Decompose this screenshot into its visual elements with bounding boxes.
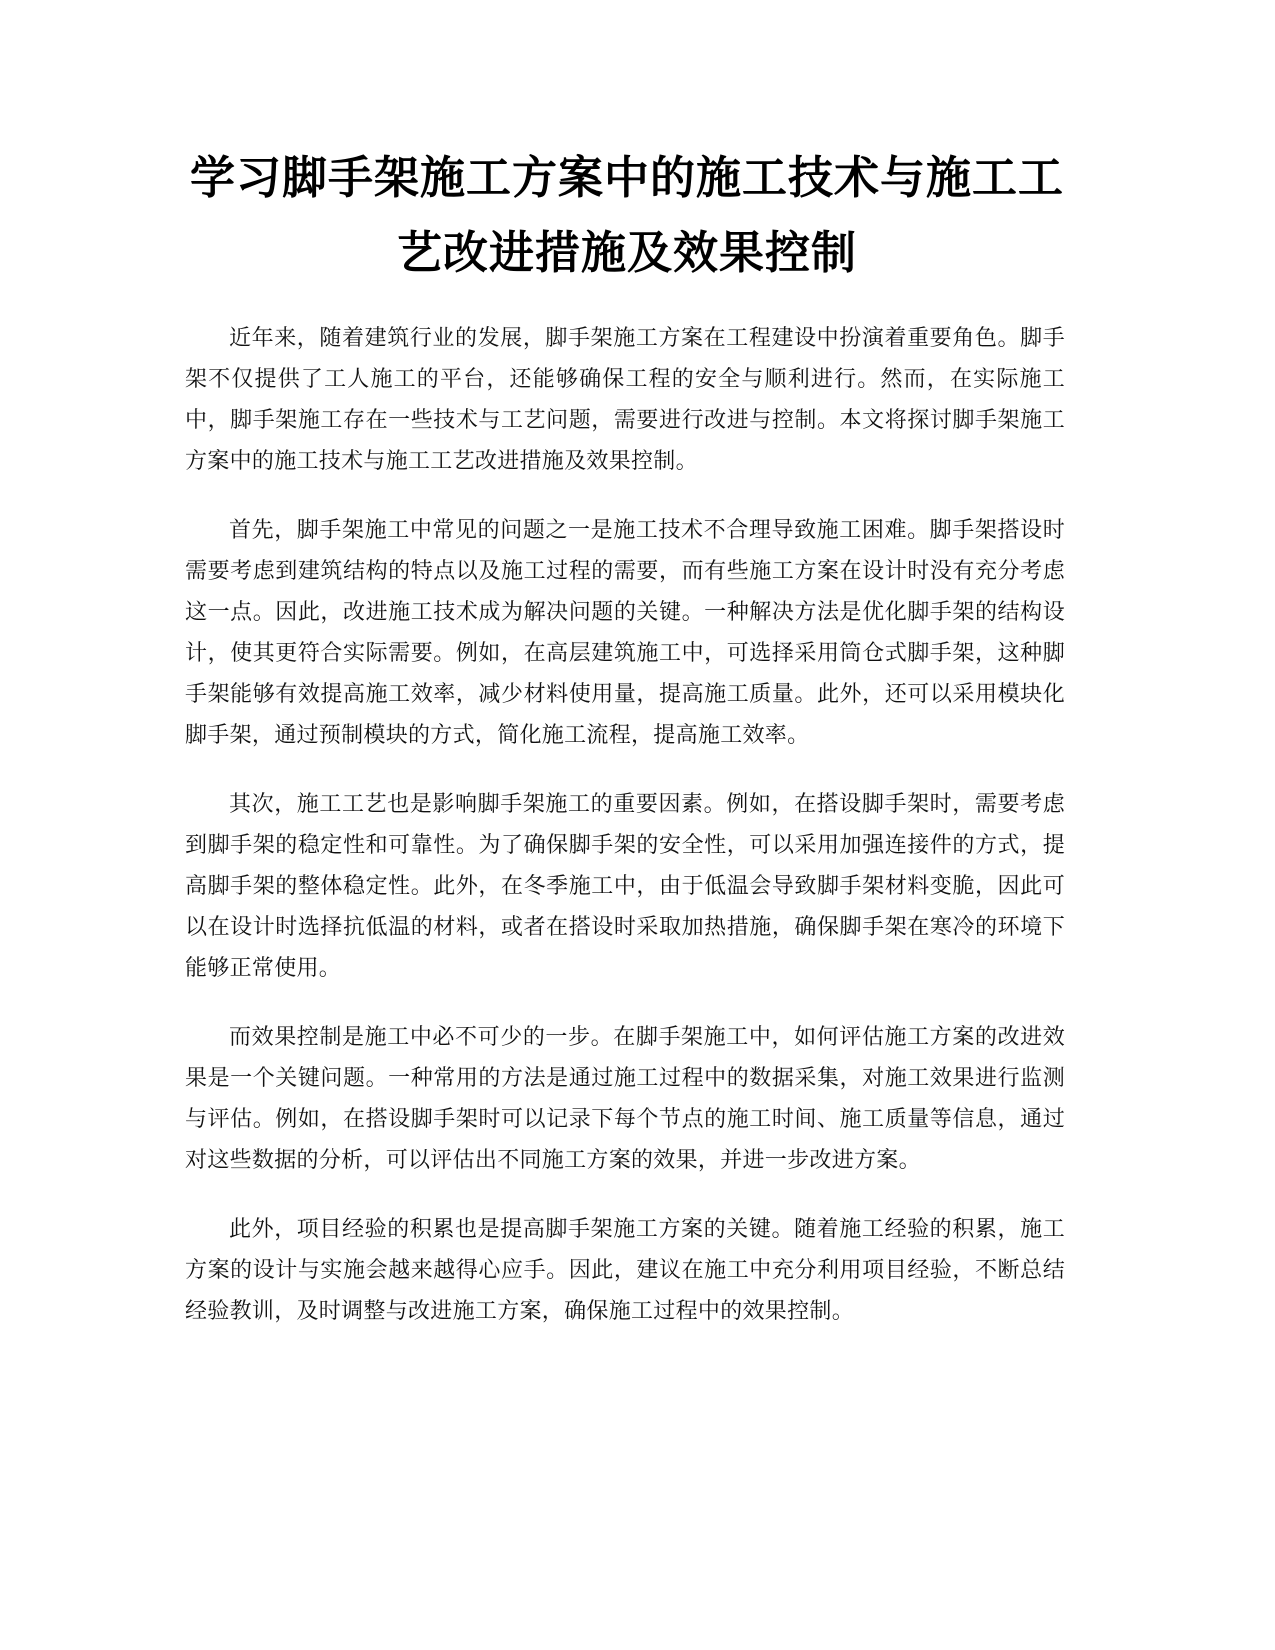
- paragraph-2: 首先，脚手架施工中常见的问题之一是施工技术不合理导致施工困难。脚手架搭设时需要考虑到建筑结构的特点以及施工过程的需要，而有些施工方案在设计时没有充分考虑这一点。因此，改进施工技术成为解决问题的关键。一种解决方法是优化脚手架的结构设计，使其更符合实际需要。例如，在高层建筑施工中，可选择采用筒仓式脚手架，这种脚手架能够有效提高施工效率，减少材料使用量，提高施工质量。此外，还可以采用模块化脚手架，通过预制模块的方式，简化施工流程，提高施工效率。: [185, 518, 1065, 748]
- paragraph-1: 近年来，随着建筑行业的发展，脚手架施工方案在工程建设中扮演着重要角色。脚手架不仅提供了工人施工的平台，还能够确保工程的安全与顺利进行。然而，在实际施工中，脚手架施工存在一些技术与工艺问题，需要进行改进与控制。本文将探讨脚手架施工方案中的施工技术与施工工艺改进措施及效果控制。: [185, 326, 1065, 474]
- document-title: 学习脚手架施工方案中的施工技术与施工工艺改进措施及效果控制: [189, 151, 1064, 279]
- paragraph-3: 其次，施工工艺也是影响脚手架施工的重要因素。例如，在搭设脚手架时，需要考虑到脚手架的稳定性和可靠性。为了确保脚手架的安全性，可以采用加强连接件的方式，提高脚手架的整体稳定性。此外，在冬季施工中，由于低温会导致脚手架材料变脆，因此可以在设计时选择抗低温的材料，或者在搭设时采取加热措施，确保脚手架在寒冷的环境下能够正常使用。: [185, 792, 1065, 981]
- document-body: [185, 318, 1065, 1360]
- paragraph-4: 而效果控制是施工中必不可少的一步。在脚手架施工中，如何评估施工方案的改进效果是一个关键问题。一种常用的方法是通过施工过程中的数据采集，对施工效果进行监测与评估。例如，在搭设脚手架时可以记录下每个节点的施工时间、施工质量等信息，通过对这些数据的分析，可以评估出不同施工方案的效果，并进一步改进方案。: [185, 1025, 1065, 1173]
- paragraph-5: 此外，项目经验的积累也是提高脚手架施工方案的关键。随着施工经验的积累，施工方案的设计与实施会越来越得心应手。因此，建议在施工中充分利用项目经验，不断总结经验教训，及时调整与改进施工方案，确保施工过程中的效果控制。: [185, 1217, 1065, 1324]
